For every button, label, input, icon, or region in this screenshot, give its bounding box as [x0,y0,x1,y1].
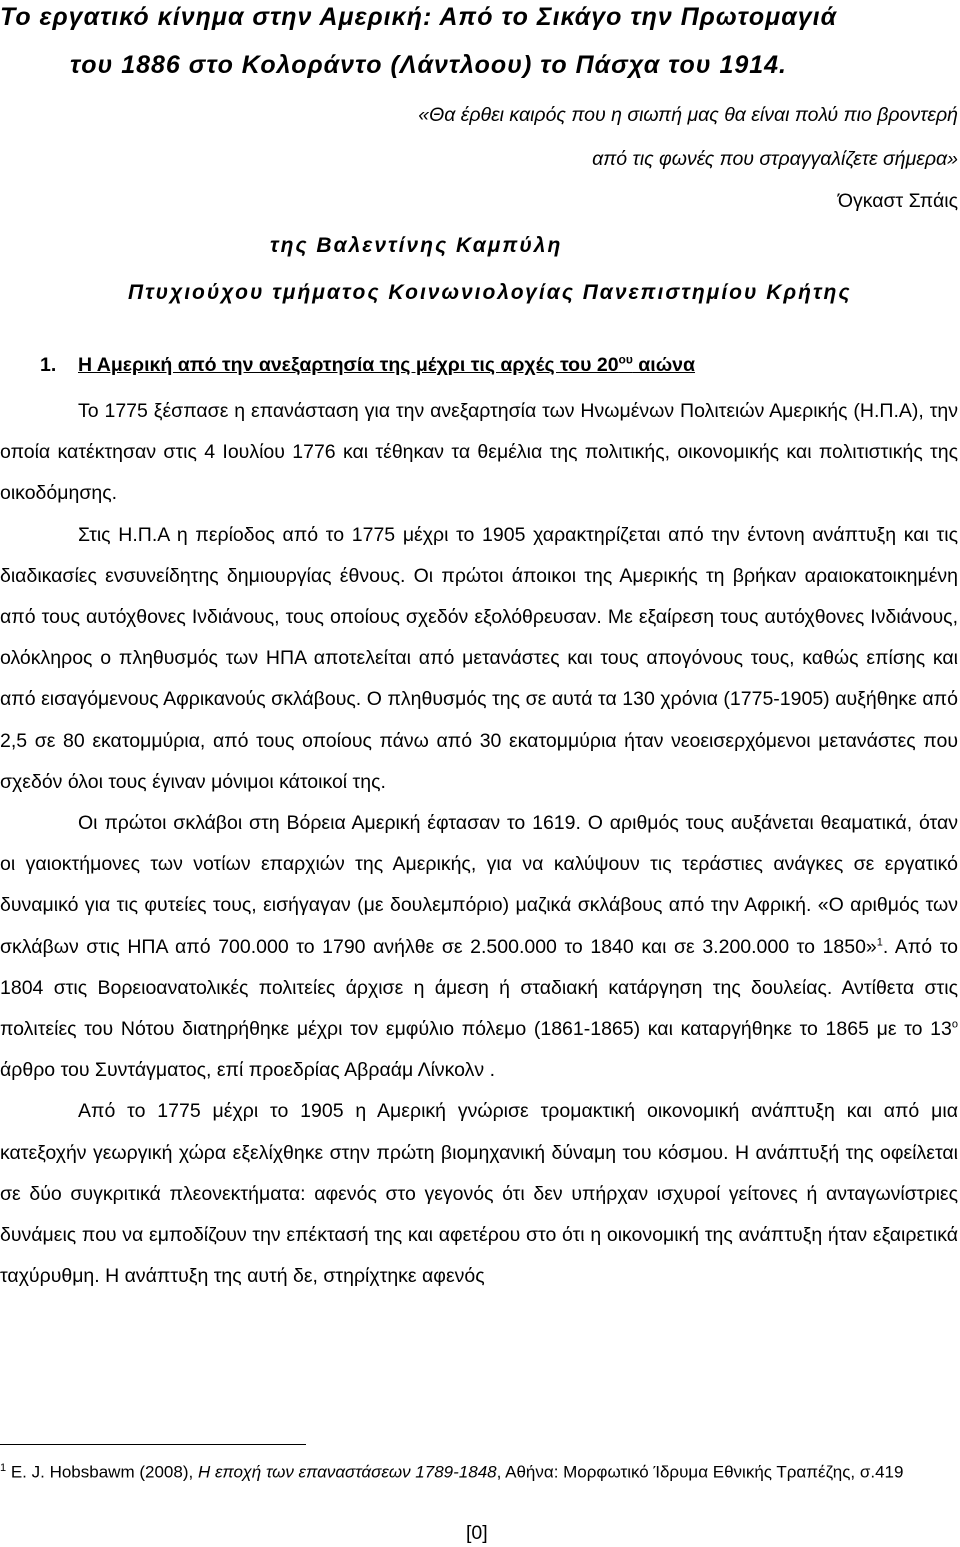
paragraph-3 [0,803,958,1091]
page-number: [0] [466,1522,488,1544]
section-heading-sup: ου [618,352,633,366]
section-heading-post: αιώνα [632,353,696,376]
footnote-book-title: Η εποχή των επαναστάσεων 1789-1848 [197,1462,497,1482]
epigraph-line-2: από τις φωνές που στραγγαλίζετε σήμερα» [592,148,958,170]
ordinal-superscript: ο [951,1018,958,1031]
document-title-line-1: Το εργατικό κίνημα στην Αμερική: Από το Σικάγο την Πρωτομαγιά [0,3,838,31]
paragraph-1: Το 1775 ξέσπασε η επανάσταση για την ανεξαρτησία των Ηνωμένων Πολιτειών Αμερικής (Η.Π.Α), την οποία κατέκτησαν στις 4 Ιουλίου 1776 και τέθηκαν τα θεμέλια της πολιτικής, οικονομικής και πολιτιστικής της οικοδόμησης. [0,400,958,505]
footnote-reference-1[interactable]: 1 [876,936,883,949]
epigraph-author: Όγκαστ Σπάις [837,190,958,212]
section-heading-text [78,354,695,376]
section-heading [40,352,695,377]
footnote-1 [0,1455,958,1486]
section-heading-pre: Η Αμερική από την ανεξαρτησία της μέχρι τις αρχές του 20 [78,353,619,376]
paragraph-2: Στις Η.Π.Α η περίοδος από το 1775 μέχρι το 1905 χαρακτηρίζεται από την έντονη ανάπτυξη και τις διαδικασίες ενσυνείδητης δημιουργίας έθνους. Οι πρώτοι άποικοι της Αμερικής τη βρήκαν αραιοκατοικημένη από τους αυτόχθονες Ινδιάνους, τους οποίους σχεδόν εξολόθρευσαν. Με εξαίρεση τους αυτόχθονες Ινδιάνους, ολόκληρος ο πληθυσμός των ΗΠΑ αποτελείται από μετανάστες και τους απογόνους τους, καθώς επίσης και από εισαγόμενους Αφρικανούς σκλάβους. Ο πληθυσμός της σε αυτά τα 130 χρόνια (1775-1905) αυξήθηκε από 2,5 σε 80 εκατομμύρια, από τους οποίους πάνω από 30 εκατομμύρια ήταν νεοεισερχόμενοι μετανάστες που σχεδόν όλοι τους έγιναν μόνιμοι κάτοικοί της. [0,523,958,793]
footnote-mark: 1 [0,1462,7,1474]
document-title-line-2: του 1886 στο Κολοράντο (Λάντλοου) το Πάσχα του 1914. [70,51,788,79]
author-affiliation: Πτυχιούχου τμήματος Κοινωνιολογίας Πανεπιστημίου Κρήτης [128,281,852,304]
footnote-post: , Αθήνα: Μορφωτικό Ίδρυμα Εθνικής Τραπέζης, σ.419 [496,1462,904,1482]
footnote-pre: E. J. Hobsbawm (2008), [6,1462,198,1482]
body-text [0,391,958,1297]
paragraph-3-part-a: Οι πρώτοι σκλάβοι στη Βόρεια Αμερική έφτασαν το 1619. Ο αριθμός τους αυξάνεται θεαματικά, όταν οι γαιοκτήμονες των νοτίων επαρχιών της Αμερικής, για να καλύψουν τις τεράστιες ανάγκες σε εργατικό δυναμικό για τις φυτείες τους, εισήγαγαν (με δουλεμπόριο) μαζικά σκλάβους από την Αφρική. «Ο αριθμός των σκλάβων στις ΗΠΑ από 700.000 το 1790 ανήλθε σε 2.500.000 το 1840 και σε 3.200.000 το 1850» [0,812,958,958]
paragraph-3-part-c: άρθρο του Συντάγματος, επί προεδρίας Αβραάμ Λίνκολν . [0,1059,495,1082]
paragraph-4: Από το 1775 μέχρι το 1905 η Αμερική γνώρισε τρομακτική οικονομική ανάπτυξη και από μια κατεξοχήν γεωργική χώρα εξελίχθηκε στην πρώτη βιομηχανική δύναμη του κόσμου. Η ανάπτυξή της οφείλεται σε δύο συγκριτικά πλεονεκτήματα: αφενός στο γεγονός ότι δεν υπήρχαν ισχυροί γείτονες ή ανταγωνίστριες δυνάμεις που να εμποδίζουν την επέκτασή της και αφετέρου στο ότι η οικονομική της ανάπτυξη ήταν εξαιρετικά ταχύρυθμη. Η ανάπτυξη της αυτή δε, στηρίχτηκε αφενός [0,1100,958,1288]
section-number: 1. [40,353,57,376]
footnote-separator [0,1444,306,1445]
author-name: της Βαλεντίνης Καμπύλη [270,234,563,257]
paragraph-3-part-b: . Από το 1804 στις Βορειοανατολικές πολιτείες άρχισε η άμεση ή σταδιακή κατάργηση της δουλείας. Αντίθετα στις πολιτείες του Νότου διατηρήθηκε μέχρι τον εμφύλιο πόλεμο (1861-1865) και καταργήθηκε το 1865 με το 13 [0,935,958,1041]
epigraph-line-1: «Θα έρθει καιρός που η σιωπή μας θα είναι πολύ πιο βροντερή [418,104,958,126]
